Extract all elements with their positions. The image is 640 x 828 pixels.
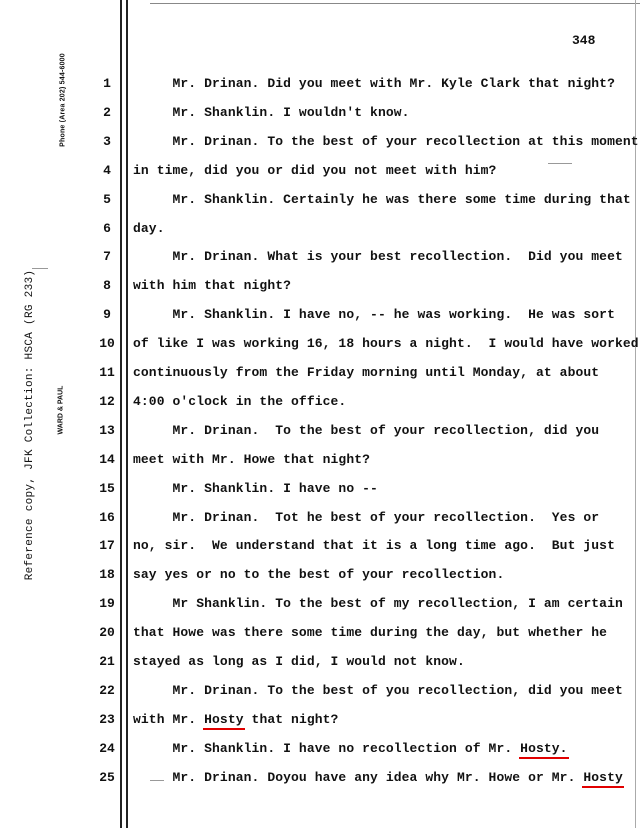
line-text	[133, 510, 599, 525]
line-text	[133, 567, 504, 582]
line-number: 17	[99, 538, 115, 554]
transcript-line	[0, 480, 640, 500]
line-number: 9	[103, 307, 111, 323]
line-number: 12	[99, 393, 115, 409]
line-text	[133, 221, 165, 236]
line-number: 11	[99, 365, 115, 380]
line-number: 13	[99, 422, 115, 438]
reporter-name: WARD & PAUL	[57, 385, 65, 435]
line-text-segment: Mr. Drinan. What is your best recollection. Did you meet	[133, 249, 623, 265]
transcript-line	[0, 682, 640, 702]
margin-rule-outer	[120, 0, 122, 828]
line-text-segment: Mr. Drinan. To the best of your recollection at this moment	[133, 133, 639, 149]
line-text	[133, 336, 639, 351]
line-text	[133, 365, 599, 380]
line-number: 24	[99, 740, 115, 756]
transcript-line	[0, 537, 640, 557]
transcript-line	[0, 162, 640, 182]
line-text	[133, 249, 623, 264]
line-text	[133, 712, 338, 727]
page-number: 348	[572, 33, 596, 48]
line-text-segment: in time, did you or did you not meet with him?	[133, 162, 497, 178]
line-text-segment: that Howe was there some time during the day, but whether he	[133, 625, 608, 641]
transcript-line	[0, 104, 640, 124]
line-text-segment: continuously from the Friday morning until Monday, at about	[133, 365, 600, 380]
transcript-line	[0, 133, 640, 153]
line-text	[133, 307, 615, 322]
line-text-segment: with him that night?	[133, 278, 292, 294]
line-text-segment: stayed as long as I did, I would not know.	[133, 654, 465, 669]
line-number: 3	[103, 133, 111, 149]
line-text	[133, 770, 623, 785]
line-text-segment: say yes or no to the best of your recollection.	[133, 567, 505, 583]
line-text	[133, 76, 615, 91]
line-text-segment: Mr. Shanklin. Certainly he was there some time during that	[133, 191, 631, 207]
line-number: 8	[103, 278, 111, 294]
top-border-line	[150, 3, 640, 4]
transcript-line	[0, 220, 640, 240]
line-text	[133, 394, 346, 409]
line-text-segment: 4:00 o'clock in the office.	[133, 393, 347, 409]
line-text	[133, 192, 631, 207]
line-text	[133, 278, 291, 293]
transcript-line	[0, 566, 640, 586]
reference-copy-stamp: Reference copy, JFK Collection: HSCA (RG 233)	[24, 269, 36, 581]
line-text-segment: day.	[133, 220, 165, 236]
margin-rule-inner	[126, 0, 128, 828]
right-edge-line	[635, 0, 636, 828]
transcript-line	[0, 509, 640, 529]
line-number: 15	[99, 480, 115, 496]
line-text-segment: Mr. Shanklin. I wouldn't know.	[133, 104, 410, 120]
line-text	[133, 105, 410, 120]
line-number: 1	[103, 76, 111, 91]
line-number: 20	[99, 625, 115, 641]
transcript-line	[0, 740, 640, 760]
line-text-segment: Mr. Drinan. Did you meet with Mr. Kyle Clark that night?	[133, 76, 615, 91]
transcript-line	[0, 277, 640, 297]
highlighted-name: Hosty	[583, 769, 623, 785]
line-text	[133, 481, 378, 496]
line-text-segment: of like I was working 16, 18 hours a night. I would have worked	[133, 336, 639, 352]
line-number: 7	[103, 249, 111, 265]
line-number: 4	[103, 162, 111, 178]
transcript-line	[0, 335, 640, 355]
line-number: 25	[99, 769, 115, 785]
line-text-segment: that night?	[243, 711, 339, 727]
transcript-line	[0, 75, 640, 95]
line-text	[133, 452, 370, 467]
transcript-line	[0, 595, 640, 615]
transcript-line	[0, 306, 640, 326]
line-text	[133, 654, 465, 669]
line-text-segment: Mr. Drinan. To the best of you recollection, did you meet	[133, 682, 623, 698]
transcript-line	[0, 422, 640, 442]
line-text-segment: Mr. Drinan. Tot he best of your recollection. Yes or	[133, 509, 600, 525]
line-text	[133, 134, 639, 149]
line-text	[133, 683, 623, 698]
line-number: 22	[99, 682, 115, 698]
line-number: 6	[103, 220, 111, 236]
line-text-segment: Mr. Shanklin. I have no --	[133, 480, 378, 496]
line-text-segment: Mr. Drinan. Doyou have any idea why Mr. Howe or Mr.	[133, 769, 584, 785]
line-number: 2	[103, 104, 111, 120]
transcript-line	[0, 248, 640, 268]
transcript-line	[0, 191, 640, 211]
line-text-segment: Mr. Shanklin. I have no recollection of Mr.	[133, 740, 521, 756]
transcript-line	[0, 624, 640, 644]
line-text-segment: no, sir. We understand that it is a long time ago. But just	[133, 538, 615, 554]
highlighted-name: Hosty	[204, 711, 244, 727]
highlighted-name: Hosty.	[520, 740, 568, 756]
line-text	[133, 596, 623, 611]
line-number: 10	[99, 336, 115, 352]
line-text	[133, 423, 599, 438]
line-number: 5	[103, 191, 111, 207]
transcript-line	[0, 769, 640, 789]
line-number: 16	[99, 509, 115, 525]
line-number: 19	[99, 596, 115, 612]
line-text-segment: Mr. Drinan. To the best of your recollection, did you	[133, 422, 600, 438]
line-text-segment: with Mr.	[133, 711, 205, 727]
line-text-segment: Mr. Shanklin. I have no, -- he was working. He was sort	[133, 307, 615, 323]
line-text	[133, 625, 607, 640]
transcript-line	[0, 451, 640, 471]
line-text	[133, 163, 496, 178]
line-number: 14	[99, 451, 115, 467]
transcript-line	[0, 364, 640, 384]
transcript-line	[0, 393, 640, 413]
transcript-line	[0, 711, 640, 731]
line-number: 23	[99, 711, 115, 727]
line-text-segment: meet with Mr. Howe that night?	[133, 451, 371, 467]
transcript-line	[0, 653, 640, 673]
line-number: 18	[99, 567, 115, 583]
reporter-phone: Phone (Area 202) 544-6000	[59, 53, 67, 147]
line-text	[133, 741, 568, 756]
line-text	[133, 538, 615, 553]
line-number: 21	[99, 654, 115, 669]
line-text-segment: Mr Shanklin. To the best of my recollection, I am certain	[133, 596, 623, 612]
